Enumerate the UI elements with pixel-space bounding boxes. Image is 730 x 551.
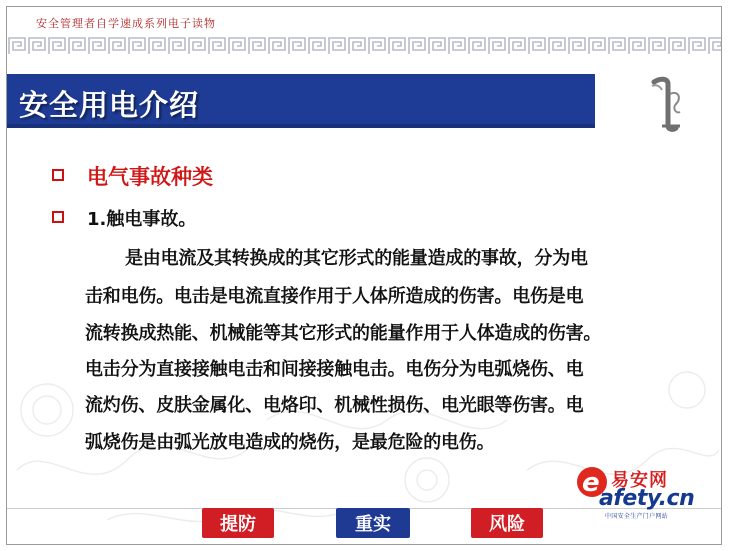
paragraph-line: 击和电伤。电击是电流直接作用于人体所造成的伤害。电伤是电: [85, 286, 584, 307]
ornate-numeral-1-icon: [640, 76, 686, 134]
logo-tagline: 中国安全生产门户网站: [605, 513, 669, 520]
paragraph-line: 流灼伤、皮肤金属化、电烙印、机械性损伤、电光眼等伤害。电: [85, 395, 584, 416]
hollow-square-bullet-icon: [52, 211, 64, 223]
paragraph-line: 流转换成热能、机械能等其它形式的能量作用于人体造成的伤害。: [85, 323, 602, 344]
paragraph-line: 弧烧伤是由弧光放电造成的烧伤，是最危险的电伤。: [85, 432, 495, 453]
page-title: 安全用电介绍: [19, 88, 200, 122]
section-heading: 电气事故种类: [87, 165, 213, 189]
series-header: 安全管理者自学速成系列电子读物: [36, 17, 216, 30]
greek-fret-border: [7, 36, 721, 56]
title-bar: [7, 74, 595, 128]
hollow-square-bullet-icon: [52, 169, 64, 181]
paragraph-line: 电击分为直接接触电击和间接接触电击。电伤分为电弧烧伤、电: [85, 359, 584, 380]
subsection-heading: 1.触电事故。: [87, 209, 197, 230]
logo-domain: afety.cn: [599, 486, 695, 511]
logo-chinese-name: 易安网: [611, 470, 668, 491]
nav-button-tifang[interactable]: 提防: [202, 508, 274, 538]
logo-e-letter: e: [582, 468, 600, 498]
paragraph-line: 是由电流及其转换成的其它形式的能量造成的事故，分为电: [125, 248, 588, 269]
nav-button-zhongshi[interactable]: 重实: [336, 508, 410, 538]
nav-button-fengxian[interactable]: 风险: [471, 508, 543, 538]
